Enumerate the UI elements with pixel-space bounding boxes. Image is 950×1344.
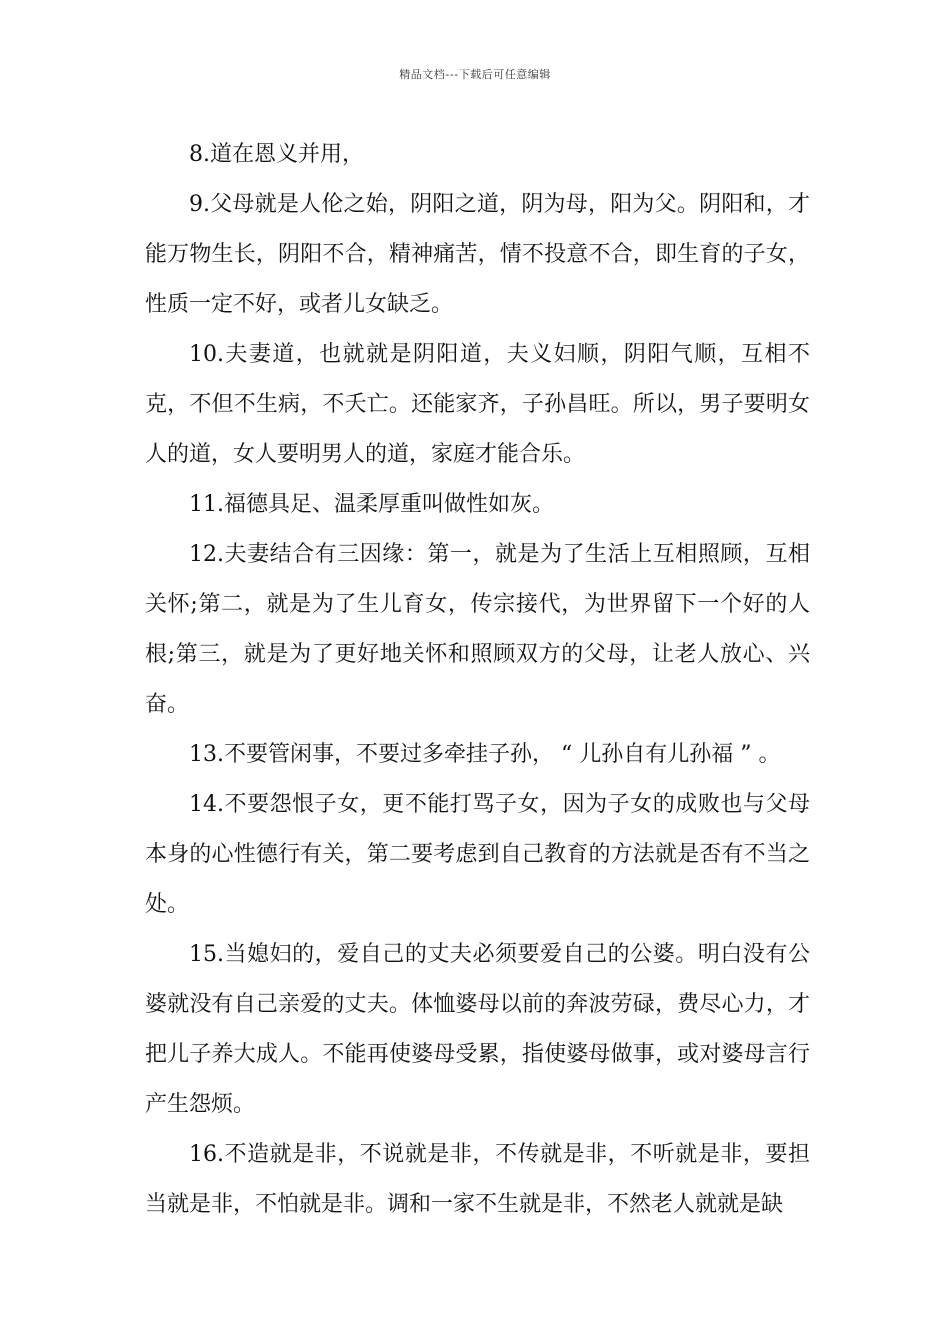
paragraph-10: 10.夫妻道，也就就是阴阳道，夫义妇顺，阴阳气顺，互相不克，不但不生病，不夭亡。还能家齐，子孙昌旺。所以，男子要明女人的道，女人要明男人的道，家庭才能合乐。 <box>145 342 810 467</box>
paragraph-13: 13.不要管闲事，不要过多牵挂子孙， “ 儿孙自有儿孙福 ” 。 <box>189 742 781 767</box>
page-header: 精品文档---下载后可任意编辑 <box>399 68 551 81</box>
paragraph-14: 14.不要怨恨子女，更不能打骂子女，因为子女的成败也与父母本身的心性德行有关，第二要考虑到自己教育的方法就是否有不当之处。 <box>145 792 810 917</box>
paragraph-8: 8.道在恩义并用， <box>189 142 364 167</box>
paragraph-16: 16.不造就是非，不说就是非，不传就是非，不听就是非，要担当就是非，不怕就是非。调和一家不生就是非，不然老人就就是缺 <box>145 1142 810 1217</box>
paragraph-12: 12.夫妻结合有三因缘：第一，就是为了生活上互相照顾，互相关怀;第二，就是为了生儿育女，传宗接代，为世界留下一个好的人根;第三，就是为了更好地关怀和照顾双方的父母，让老人放心、兴奋。 <box>145 542 810 717</box>
paragraph-9: 9.父母就是人伦之始，阴阳之道，阴为母，阳为父。阴阳和，才能万物生长，阴阳不合，精神痛苦，情不投意不合，即生育的子女，性质一定不好，或者儿女缺乏。 <box>145 192 810 317</box>
paragraph-15: 15.当媳妇的，爱自己的丈夫必须要爱自己的公婆。明白没有公婆就没有自己亲爱的丈夫。体恤婆母以前的奔波劳碌，费尽心力，才把儿子养大成人。不能再使婆母受累，指使婆母做事，或对婆母言行产生怨烦。 <box>145 942 810 1117</box>
document-body <box>145 130 810 1230</box>
paragraph-11: 11.福德具足、温柔厚重叫做性如灰。 <box>189 492 554 517</box>
